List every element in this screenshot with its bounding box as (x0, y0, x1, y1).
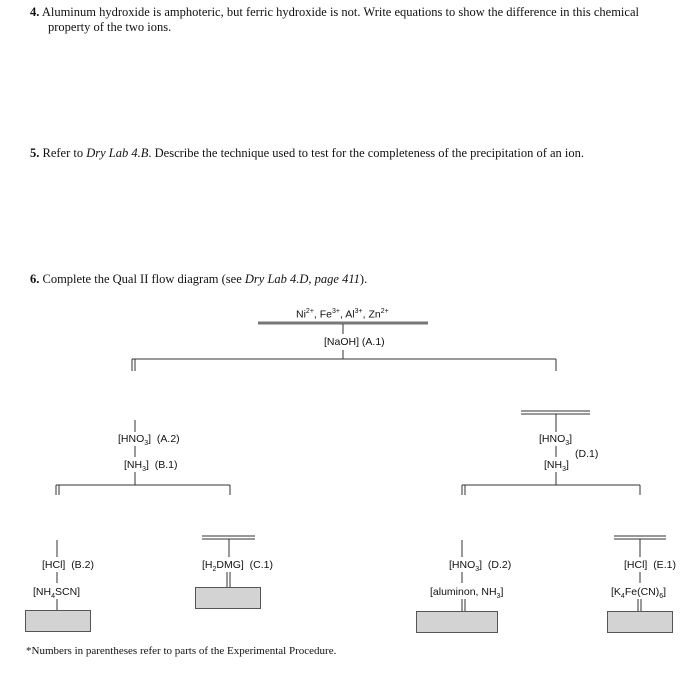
question-number: 4. (30, 5, 40, 19)
starting-ions-label: $Ni^{2+}$, $Fe^{3+}$, $Al^{3+}$, $Zn^{2+}$ (296, 308, 389, 321)
h2dmg-reagent-label: $[H_2DMG]$ (C.1) (202, 559, 274, 574)
nh4scn-reagent-label: $[NH_4SCN]$ (33, 586, 81, 601)
dry-lab-reference: Dry Lab 4.B (86, 146, 149, 160)
step-d1-label: (D.1) (575, 448, 599, 460)
k4fecn6-reagent-label: $[K_4Fe(CN)_6]$ (611, 586, 667, 601)
hcl-reagent-label: [HCl] (E.1) (624, 559, 676, 571)
question-text-pre: Refer to (42, 146, 87, 160)
question-text-continued: property of the two ions. (48, 20, 172, 34)
answer-box[interactable] (416, 611, 498, 633)
footnote: *Numbers in parentheses refer to parts of the Experimental Procedure. (26, 645, 337, 657)
answer-box[interactable] (25, 610, 91, 632)
nh3-reagent-label: $[NH_3]$ (544, 459, 569, 474)
answer-box[interactable] (607, 611, 673, 633)
question-number: 6. (30, 272, 40, 286)
nh3-reagent-label: $[NH_3]$ (B.1) (124, 459, 178, 474)
question-text: Aluminum hydroxide is amphoteric, but ferric hydroxide is not. Write equations to show the difference in this chemical (41, 5, 639, 19)
hno3-reagent-label: $[HNO_3]$ (A.2) (118, 433, 180, 448)
hno3-reagent-label: $[HNO_3]$ (539, 433, 573, 448)
question-text-post: ). (359, 272, 368, 286)
aluminon-reagent-label: [aluminon, $NH_3$] (430, 586, 504, 601)
question-text-pre: Complete the Qual II flow diagram (see (42, 272, 245, 286)
hcl-reagent-label: [HCl] (B.2) (42, 559, 94, 571)
dry-lab-reference: Dry Lab 4.D, page 411 (244, 272, 360, 286)
question-text-post: . Describe the technique used to test for the completeness of the precipitation of an ion. (148, 146, 585, 160)
naoh-reagent-label: [NaOH] (A.1) (324, 336, 385, 348)
question-number: 5. (30, 146, 40, 160)
hno3-reagent-label: $[HNO_3]$ (D.2) (449, 559, 512, 574)
answer-box[interactable] (195, 587, 261, 609)
